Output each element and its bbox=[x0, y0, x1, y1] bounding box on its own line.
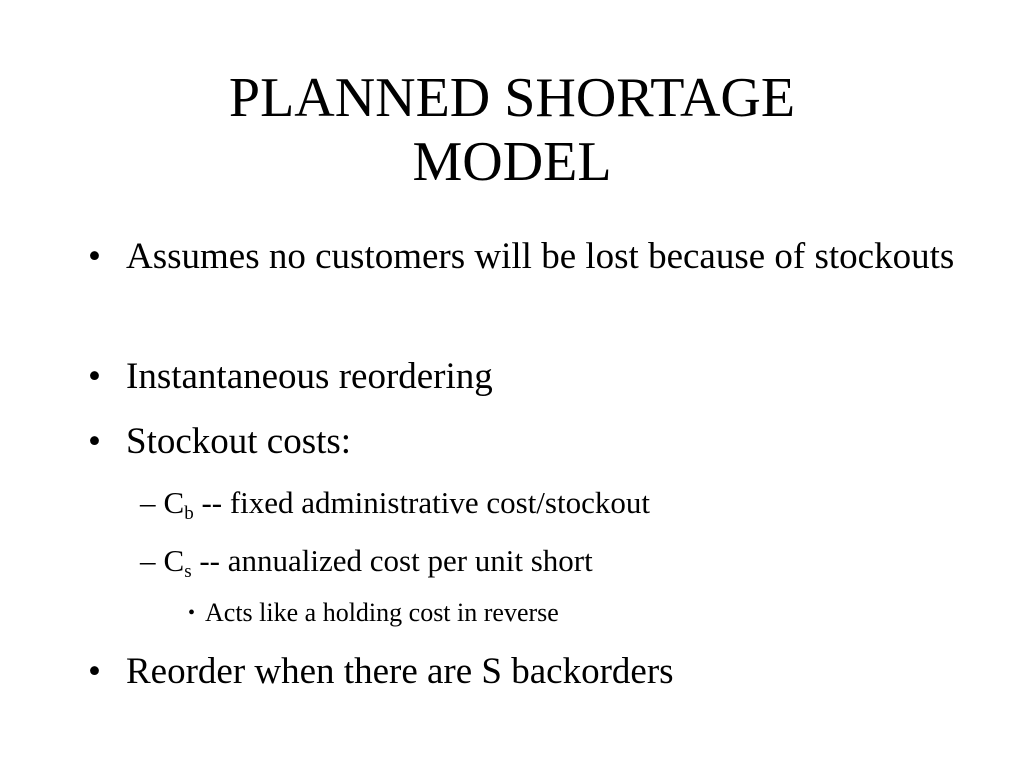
bullet-item-stockout-costs bbox=[88, 416, 958, 468]
sub-bullet-symbol: C bbox=[163, 543, 185, 578]
sub-sub-bullet-text: Acts like a holding cost in reverse bbox=[205, 598, 559, 627]
bullet-icon: • bbox=[88, 651, 101, 692]
dash-icon: – bbox=[140, 485, 156, 520]
bullet-text: Stockout costs: bbox=[126, 421, 352, 462]
bullet-text: Reorder when there are S backorders bbox=[126, 651, 674, 692]
sub-bullet-item-cb bbox=[140, 483, 1000, 523]
bullet-icon: • bbox=[88, 356, 101, 397]
sub-bullet-subscript: b bbox=[184, 503, 194, 524]
slide-title-line-2: MODEL bbox=[412, 131, 612, 193]
sub-bullet-item-cs bbox=[140, 541, 1000, 581]
sub-sub-bullet-item-holding bbox=[188, 597, 988, 629]
bullet-item-assumes bbox=[88, 231, 958, 283]
sub-bullet-text: -- fixed administrative cost/stockout bbox=[193, 485, 650, 520]
bullet-item-reorder bbox=[88, 646, 958, 698]
slide-title-line-1: PLANNED SHORTAGE bbox=[228, 67, 796, 129]
bullet-icon: • bbox=[88, 421, 101, 462]
sub-bullet-subscript: s bbox=[184, 561, 192, 582]
bullet-text: Assumes no customers will be lost because of stockouts bbox=[126, 236, 955, 277]
small-bullet-icon: • bbox=[188, 602, 196, 624]
bullet-icon: • bbox=[88, 236, 101, 277]
bullet-text: Instantaneous reordering bbox=[126, 356, 493, 397]
dash-icon: – bbox=[140, 543, 156, 578]
bullet-item-instantaneous bbox=[88, 351, 958, 403]
sub-bullet-text: -- annualized cost per unit short bbox=[191, 543, 593, 578]
sub-bullet-symbol: C bbox=[163, 485, 185, 520]
